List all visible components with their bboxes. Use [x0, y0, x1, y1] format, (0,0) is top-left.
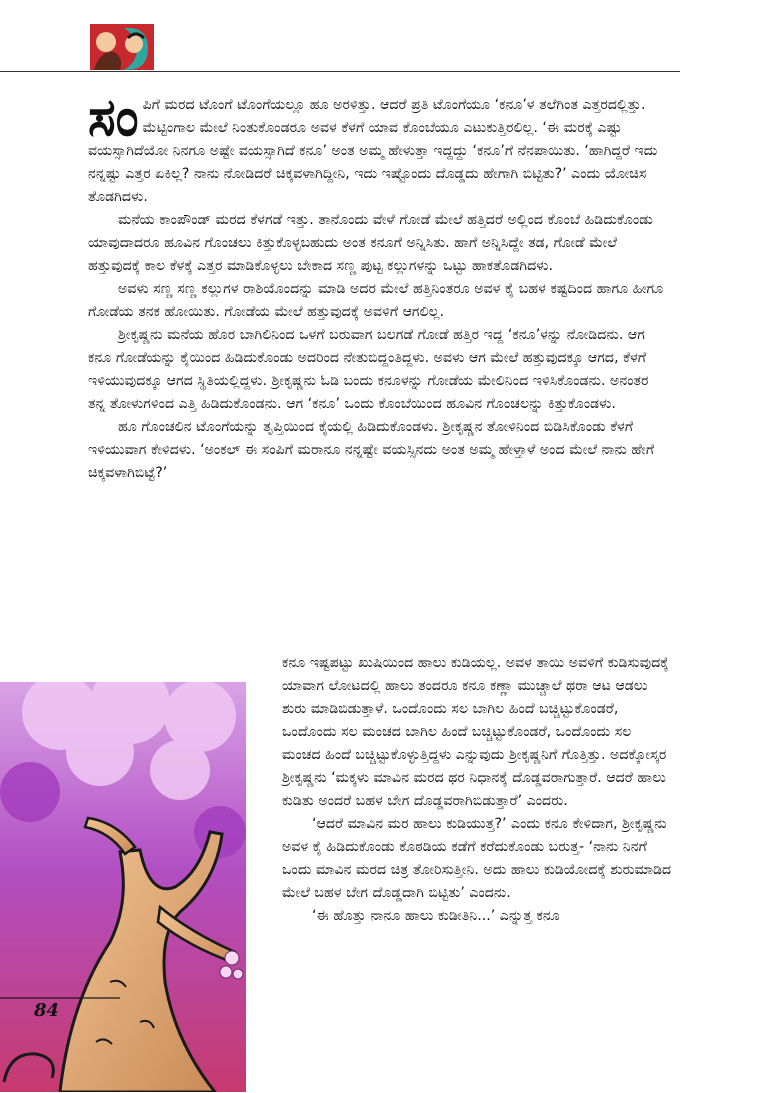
article-body — [88, 87, 670, 485]
paragraph-5: ಹೂ ಗೊಂಚಲಿನ ಟೊಂಗೆಯನ್ನು ತೃಪ್ತಿಯಿಂದ ಕೈಯಲ್ಲಿ ಹಿಡಿದುಕೊಂಡಳು. ಶ್ರೀಕೃಷ್ಣನ ತೋಳಿನಿಂದ ಬಿಡಿಸಿಕೊಂಡು ಕೆಳಗೆ ಇಳಿಯುವಾಗ ಕೇಳಿದಳು. ‘ಅಂಕಲ್ ಈ ಸಂಪಿಗೆ ಮರಾನೂ ನನ್ನಷ್ಟೇ ವಯಸ್ಸಿನದು ಅಂತ ಅಮ್ಮ ಹೇಳ್ತಾಳೆ ಅಂದ ಮೇಲೆ ನಾನು ಹೇಗೆ ಚಿಕ್ಕವಳಾಗಿಬಿಟ್ಟೆ?’ — [88, 419, 655, 481]
paragraph-6: ಕನೂ ಇಷ್ಟಪಟ್ಟು ಖುಷಿಯಿಂದ ಹಾಲು ಕುಡಿಯಲ್ಲ. ಅವಳ ತಾಯಿ ಅವಳಿಗೆ ಕುಡಿಸುವುದಕ್ಕೆ ಯಾವಾಗ ಲೋಟದಲ್ಲಿ ಹಾಲು ತಂದರೂ ಕನೂ ಕಣ್ಣಾ ಮುಚ್ಚಾಲೆ ಥರಾ ಆಟ ಆಡಲು ಶುರು ಮಾಡಿಬಿಡುತ್ತಾಳೆ. ಒಂದೊಂದು ಸಲ ಬಾಗಿಲ ಹಿಂದೆ ಬಚ್ಚಿಟ್ಟುಕೊಂಡರೆ, ಒಂದೊಂದು ಸಲ ಮಂಚದ ಬಾಗಿಲ ಹಿಂದೆ ಬಚ್ಚಿಟ್ಟುಕೊಂಡರೆ, ಒಂದೊಂದು ಸಲ ಮಂಚದ ಹಿಂದೆ ಬಚ್ಚಿಟ್ಟುಕೊಳ್ಳುತ್ತಿದ್ದಳು ಎನ್ನುವುದು ಶ್ರೀಕೃಷ್ಣನಿಗೆ ಗೊತ್ತಿತ್ತು. ಅದಕ್ಕೋಸ್ಕರ ಶ್ರೀಕೃಷ್ಣನು ‘ಮಕ್ಕಳು ಮಾವಿನ ಮರದ ಥರ ನಿಧಾನಕ್ಕೆ ದೊಡ್ಡವರಾಗುತ್ತಾರೆ. ಆದರೆ ಹಾಲು ಕುಡಿತು ಅಂದರೆ ಬಹಳ ಬೇಗ ದೊಡ್ಡವರಾಗಿಬಿಡುತ್ತಾರೆ’ ಎಂದರು. — [282, 655, 669, 809]
paragraph-3: ಅವಳು ಸಣ್ಣ ಸಣ್ಣ ಕಲ್ಲುಗಳ ರಾಶಿಯೊಂದನ್ನು ಮಾಡಿ ಅದರ ಮೇಲೆ ಹತ್ತಿನಿಂತರೂ ಅವಳ ಕೈ ಬಹಳ ಕಷ್ಟದಿಂದ ಹಾಗೂ ಹೀಗೂ ಗೋಡೆಯ ತನಕ ಹೋಯಿತು. ಗೋಡೆಯ ಮೇಲೆ ಹತ್ತುವುದಕ್ಕೆ ಅವಳಿಗೆ ಆಗಲಿಲ್ಲ. — [88, 281, 664, 320]
paragraph-2: ಮನೆಯ ಕಾಂಪೌಂಡ್ ಮರದ ಕೆಳಗಡೆ ಇತ್ತು. ತಾನೊಂದು ವೇಳೆ ಗೋಡೆ ಮೇಲೆ ಹತ್ತಿದರೆ ಅಲ್ಲಿಂದ ಕೊಂಬೆ ಹಿಡಿದುಕೊಂಡು ಯಾವುದಾದರೂ ಹೂವಿನ ಗೊಂಚಲು ಕಿತ್ತುಕೊಳ್ಳಬಹುದು ಅಂತ ಕನೂಗೆ ಅನ್ನಿಸಿತು. ಹಾಗೆ ಅನ್ನಿಸಿದ್ದೇ ತಡ, ಗೋಡೆ ಮೇಲೆ ಹತ್ತುವುದಕ್ಕೆ ಕಾಲ ಕೆಳಕ್ಕೆ ಎತ್ತರ ಮಾಡಿಕೊಳ್ಳಲು ಬೇಕಾದ ಸಣ್ಣ ಪುಟ್ಟ ಕಲ್ಲುಗಳನ್ನು ಒಟ್ಟು ಹಾಕತೊಡಗಿದಳು. — [88, 212, 653, 274]
paragraph-8: ‘ಈ ಹೊತ್ತು ನಾನೂ ಹಾಲು ಕುಡೀತಿನಿ...’ ಎನ್ನುತ್ತ ಕನೂ — [312, 908, 560, 924]
page-number: 84 — [34, 1000, 60, 1021]
paragraph-7: ‘ಆದರೆ ಮಾವಿನ ಮರ ಹಾಲು ಕುಡಿಯುತ್ತ?’ ಎಂದು ಕನೂ ಕೇಳಿದಾಗ, ಶ್ರೀಕೃಷ್ಣನು ಅವಳ ಕೈ ಹಿಡಿದುಕೊಂಡು ಕೊಠಡಿಯ ಕಡೆಗೆ ಕರೆದುಕೊಂಡು ಬರುತ್ತ- ‘ನಾನು ನಿನಗೆ ಒಂದು ಮಾವಿನ ಮರದ ಚಿತ್ರ ತೋರಿಸುತ್ತೀನಿ. ಅದು ಹಾಲು ಕುಡಿಯೋದಕ್ಕೆ ಶುರುಮಾಡಿದ ಮೇಲೆ ಬಹಳ ಬೇಗ ದೊಡ್ಡದಾಗಿ ಬಿಟ್ಟಿತು’ ಎಂದನು. — [282, 816, 672, 901]
paragraph-1-text: ಪಿಗೆ ಮರದ ಟೊಂಗೆ ಟೊಂಗೆಯಲ್ಲೂ ಹೂ ಅರಳಿತ್ತು. ಆದರೆ ಪ್ರತಿ ಟೊಂಗೆಯೂ ‘ಕನೂ’ಳ ತಲೆಗಿಂತ ಎತ್ತರದಲ್ಲಿತ್ತು. ಮೆಟ್ಟಿಂಗಾಲ ಮೇಲೆ ನಿಂತುಕೊಂಡರೂ ಅವಳ ಕೆಳಗೆ ಯಾವ ಕೊಂಬೆಯೂ ಎಟುಕುತ್ತಿರಲಿಲ್ಲ. ‘ಈ ಮರಕ್ಕೆ ಎಷ್ಟು ವಯಸ್ಸಾಗಿದೆಯೋ ನಿನಗೂ ಅಷ್ಟೇ ವಯಸ್ಸಾಗಿದೆ ಕನೂ’ ಅಂತ ಅಮ್ಮ ಹೇಳುತ್ತಾ ಇದ್ದದ್ದು ‘ಕನೂ’ಗೆ ನೆನಪಾಯಿತು. ‘ಹಾಗಿದ್ದರೆ ಇದು ನನ್ನಷ್ಟು ಎತ್ತರ ಏಕಿಲ್ಲ? ನಾನು ನೋಡಿದರೆ ಚಿಕ್ಕವಳಾಗಿದ್ದೀನಿ, ಇದು ಇಷ್ಟೊಂದು ದೊಡ್ಡದು ಹೇಗಾಗಿ ಬಿಟ್ಟಿತು?’ ಎಂದು ಯೋಚಿಸ ತೊಡಗಿದಳು. — [88, 97, 658, 205]
drop-cap: ಸಂ — [88, 87, 139, 148]
paragraph-1 — [88, 87, 670, 209]
magazine-logo-icon — [90, 24, 154, 70]
article-body-column — [282, 652, 672, 928]
header-rule — [0, 71, 680, 72]
tree-illustration — [0, 682, 246, 1092]
paragraph-4: ಶ್ರೀಕೃಷ್ಣನು ಮನೆಯ ಹೊರ ಬಾಗಿಲಿನಿಂದ ಒಳಗೆ ಬರುವಾಗ ಬಲಗಡೆ ಗೋಡೆ ಹತ್ತಿರ ಇದ್ದ ‘ಕನೂ’ಳನ್ನು ನೋಡಿದನು. ಆಗ ಕನೂ ಗೋಡೆಯನ್ನು ಕೈಯಿಂದ ಹಿಡಿದುಕೊಂಡು ಅದರಿಂದ ನೇತುಬಿದ್ದಂತಿದ್ದಳು. ಅವಳು ಆಗ ಮೇಲೆ ಹತ್ತುವುದಕ್ಕೂ ಆಗದ, ಕೆಳಗೆ ಇಳಿಯುವುದಕ್ಕೂ ಆಗದ ಸ್ಥಿತಿಯಲ್ಲಿದ್ದಳು. ಶ್ರೀಕೃಷ್ಣನು ಓಡಿ ಬಂದು ಕನೂಳನ್ನು ಗೋಡೆಯ ಮೇಲಿನಿಂದ ಇಳಿಸಿಕೊಂಡನು. ಅನಂತರ ತನ್ನ ತೋಳುಗಳಿಂದ ಎತ್ತಿ ಹಿಡಿದುಕೊಂಡನು. ಆಗ ‘ಕನೂ’ ಒಂದು ಕೊಂಬೆಯಿಂದ ಹೂವಿನ ಗೊಂಚಲನ್ನು ಕಿತ್ತುಕೊಂಡಳು. — [88, 327, 649, 412]
